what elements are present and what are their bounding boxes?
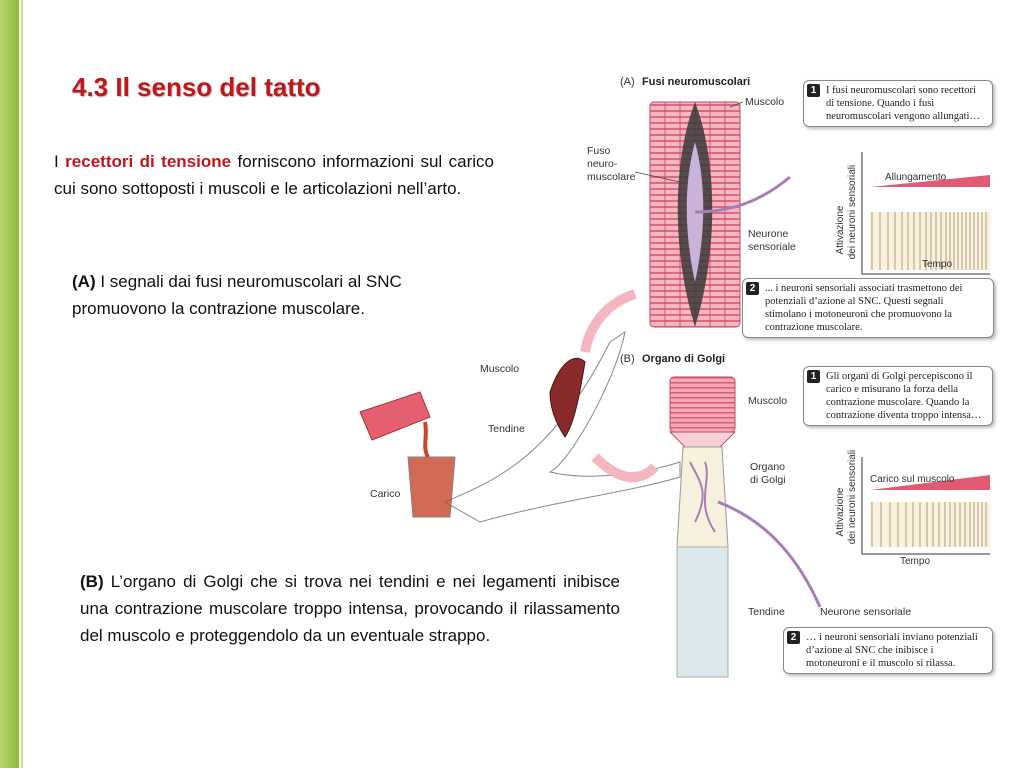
label-arm-muscolo: Muscolo xyxy=(480,363,520,375)
label-tendine: Tendine xyxy=(488,423,525,435)
panel-b-title: Organo di Golgi xyxy=(642,353,726,365)
callout-b2-number: 2 xyxy=(787,631,800,644)
chart-a-ylabel-2: dei neuroni sensoriali xyxy=(847,164,858,260)
label-fuso-3: muscolare xyxy=(587,171,636,183)
callout-a2-number: 2 xyxy=(746,282,759,295)
panel-a-title: Fusi neuromuscolari xyxy=(642,76,751,88)
slide-sidebar-line xyxy=(21,0,23,768)
chart-b-ylabel-2: dei neuroni sensoriali xyxy=(847,449,858,545)
part-b-label: (B) xyxy=(80,572,104,591)
intro-highlight: recettori di tensione xyxy=(65,152,232,171)
callout-a1 xyxy=(803,80,993,127)
callout-b1-number: 1 xyxy=(807,370,820,383)
callout-a1-number: 1 xyxy=(807,84,820,97)
callout-a1-text: I fusi neuromuscolari sono recettori di tensione. Quando i fusi neuromuscolari vengono allungati… xyxy=(826,85,980,122)
chart-b-stim-label: Carico sul muscolo xyxy=(870,474,955,485)
callout-b2 xyxy=(783,627,993,674)
golgi-muscle-top xyxy=(670,377,735,447)
part-b-text: L’organo di Golgi che si trova nei tendini e nei legamenti inibisce una contrazione muscolare troppo intensa, provocando il rilassamento del muscolo e proteggendolo da un eventuale strappo. xyxy=(80,572,620,645)
chart-b-spike-train xyxy=(870,502,990,547)
part-a-text: I segnali dai fusi neuromuscolari al SNC promuovono la contrazione muscolare. xyxy=(72,272,402,318)
chart-b-ylabel-1: Attivazione xyxy=(835,487,846,537)
label-tendine-b: Tendine xyxy=(748,606,785,618)
label-neurone-sensoriale: Neurone sensoriale xyxy=(820,606,912,618)
panel-b-tag: (B) xyxy=(620,353,635,365)
label-neurone-2: sensoriale xyxy=(748,241,796,253)
chart-b xyxy=(835,450,990,567)
callout-b2-text: … i neuroni sensoriali inviano potenziali d’azione al SNC che inibisce i motoneuroni e il muscolo si rilassa. xyxy=(806,632,978,669)
chart-a-xlabel: Tempo xyxy=(922,259,953,270)
chart-a-ylabel-1: Attivazione xyxy=(835,205,846,255)
callout-b1-text: Gli organi di Golgi percepiscono il carico e misurano la forza della contrazione muscolare. Quando la contrazione diventa troppo intensa… xyxy=(826,371,982,421)
label-neurone-1: Neurone xyxy=(748,228,789,240)
callout-a2-text: ... i neuroni sensoriali associati trasmettono dei potenziali d’azione al SNC. Questi segnali stimolano i motoneuroni che promuovono la contrazione muscolare. xyxy=(765,283,963,333)
intro-post: forniscono informazioni sul carico cui sono sottoposti i muscoli e le articolazioni nell’arto. xyxy=(54,152,494,198)
slide-sidebar-bar xyxy=(0,0,19,768)
label-fuso-2: neuro- xyxy=(587,158,618,170)
callout-a2 xyxy=(742,278,994,338)
label-carico: Carico xyxy=(370,488,401,500)
arrow-to-b xyxy=(595,457,655,477)
label-muscolo-b: Muscolo xyxy=(748,395,788,407)
part-a-label: (A) xyxy=(72,272,96,291)
label-fuso-1: Fuso xyxy=(587,145,611,157)
panel-a-tag: (A) xyxy=(620,76,635,88)
slide-title: 4.3 Il senso del tatto xyxy=(72,72,321,102)
label-organo-1: Organo xyxy=(750,461,786,473)
intro-pre: I xyxy=(54,152,59,171)
callout-b1 xyxy=(803,366,993,426)
chart-a-stim-label: Allungamento xyxy=(885,172,947,183)
chart-a xyxy=(835,152,990,274)
label-muscolo-a: Muscolo xyxy=(745,96,785,108)
label-organo-2: di Golgi xyxy=(750,474,786,486)
chart-b-xlabel: Tempo xyxy=(900,556,931,567)
